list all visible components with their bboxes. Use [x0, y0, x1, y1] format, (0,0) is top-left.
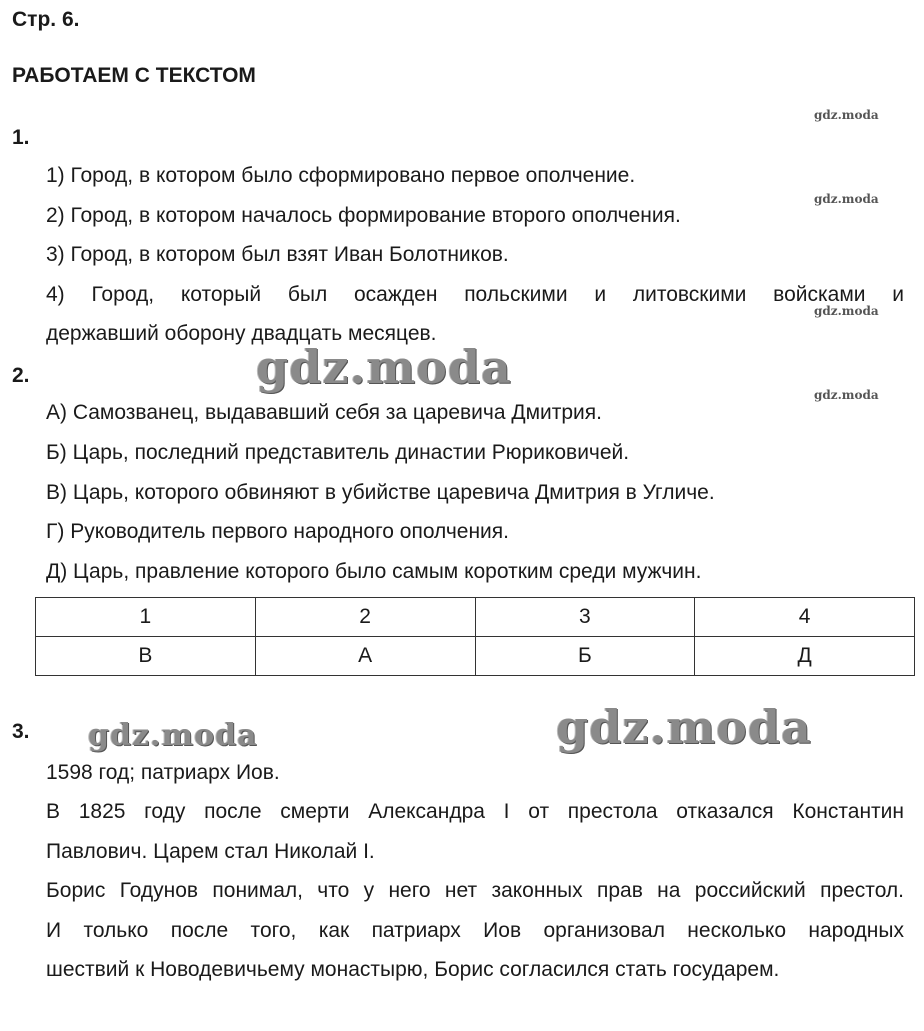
table-header-cell: 3 [475, 598, 695, 637]
watermark-small: gdz.moda [814, 108, 879, 122]
task2-number: 2. [12, 364, 30, 387]
watermark-big: gdz.moda [88, 718, 258, 753]
task3-number: 3. [12, 720, 30, 743]
table-header-cell: 2 [255, 598, 475, 637]
task1-item: 3) Город, в котором был взят Иван Болотников. [46, 243, 509, 266]
watermark-small: gdz.moda [814, 388, 879, 402]
task3-line: Борис Годунов понимал, что у него нет законных прав на российский престол. [46, 879, 904, 902]
task2-item: Д) Царь, правление которого было самым коротким среди мужчин. [46, 560, 702, 583]
task1-item: 1) Город, в котором было сформировано первое ополчение. [46, 164, 636, 187]
task2-item: Б) Царь, последний представитель династии Рюриковичей. [46, 441, 630, 464]
task3-line: 1598 год; патриарх Иов. [46, 761, 280, 784]
task2-item: В) Царь, которого обвиняют в убийстве царевича Дмитрия в Угличе. [46, 481, 715, 504]
task2-item: Г) Руководитель первого народного ополчения. [46, 520, 509, 543]
task2-item: А) Самозванец, выдававший себя за царевича Дмитрия. [46, 401, 602, 424]
task3-line: шествий к Новодевичьему монастырю, Борис согласился стать государем. [46, 958, 780, 981]
answer-table-header-row [36, 598, 915, 637]
task3-line: И только после того, как патриарх Иов организовал несколько народных [46, 919, 904, 942]
table-header-cell: 4 [695, 598, 915, 637]
section-title: РАБОТАЕМ С ТЕКСТОМ [12, 64, 256, 87]
task1-item: 2) Город, в котором началось формирование второго ополчения. [46, 204, 681, 227]
watermark-big: gdz.moda [256, 340, 512, 394]
watermark-small: gdz.moda [814, 192, 879, 206]
watermark-small: gdz.moda [814, 304, 879, 318]
task3-line: В 1825 году после смерти Александра I от престола отказался Константин [46, 800, 904, 823]
task1-number: 1. [12, 126, 30, 149]
table-answer-cell: Д [695, 637, 915, 676]
watermark-big: gdz.moda [556, 700, 812, 754]
table-answer-cell: В [36, 637, 256, 676]
table-header-cell: 1 [36, 598, 256, 637]
table-answer-cell: А [255, 637, 475, 676]
page-label: Стр. 6. [12, 8, 80, 31]
table-answer-cell: Б [475, 637, 695, 676]
task3-line: Павлович. Царем стал Николай I. [46, 840, 375, 863]
task1-item-continued: державший оборону двадцать месяцев. [46, 322, 437, 345]
answer-table [35, 597, 915, 676]
task1-item: 4) Город, который был осажден польскими и литовскими войсками и [46, 283, 904, 306]
answer-table-answer-row [36, 637, 915, 676]
